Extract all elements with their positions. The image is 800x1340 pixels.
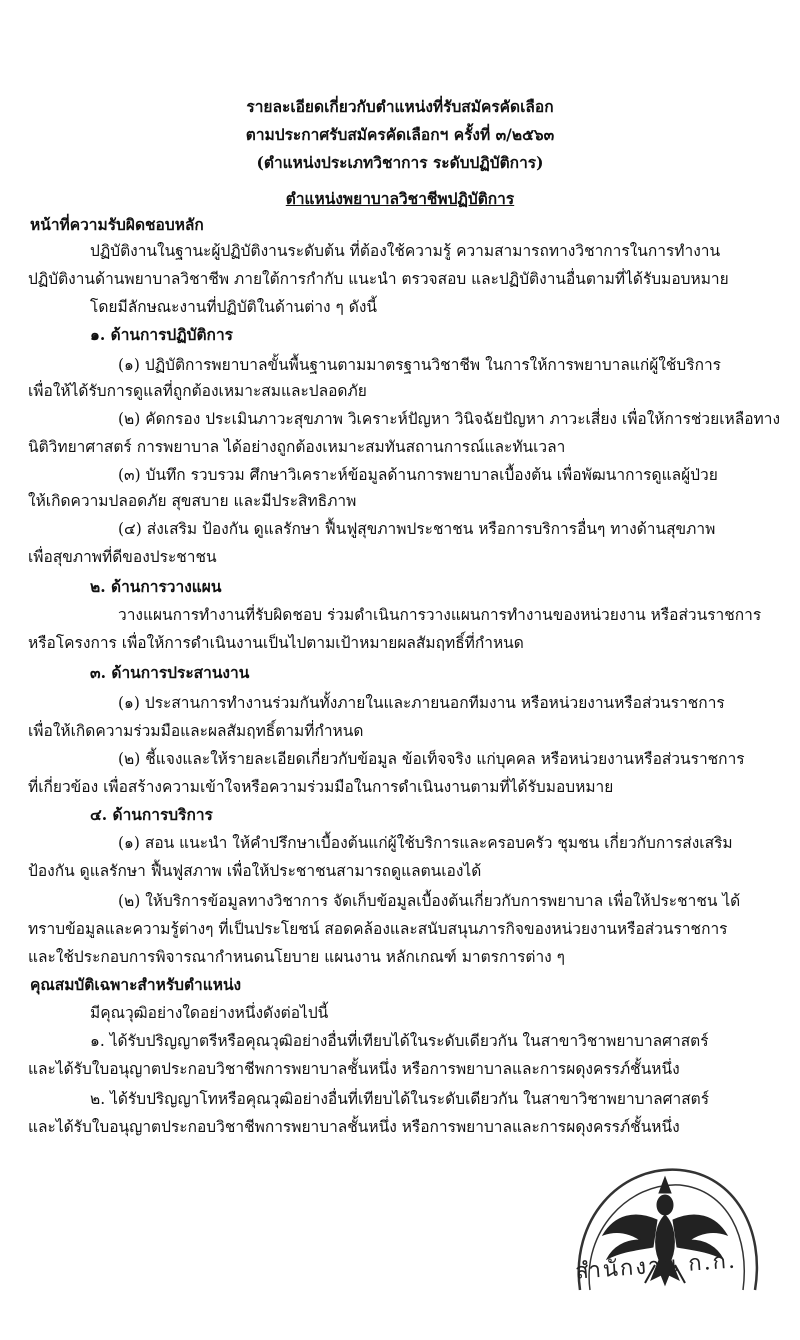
section-3-heading: ๓. ด้านการประสานงาน bbox=[90, 663, 250, 682]
section-4-line: ป้องกัน ดูแลรักษา ฟื้นฟูสภาพ เพื่อให้ประชาชนสามารถดูแลตนเองได้ bbox=[28, 862, 482, 880]
section-1-line: (๒) คัดกรอง ประเมินภาวะสุขภาพ วิเคราะห์ปัญหา วินิจฉัยปัญหา ภาวะเสี่ยง เพื่อให้การช่วยเหลือทาง bbox=[118, 410, 781, 428]
qualification-line: และได้รับใบอนุญาตประกอบวิชาชีพการพยาบาลชั้นหนึ่ง หรือการพยาบาลและการผดุงครรภ์ชั้นหนึ่ง bbox=[28, 1118, 680, 1136]
duties-intro-line: ปฏิบัติงานด้านพยาบาลวิชาชีพ ภายใต้การกำกับ แนะนำ ตรวจสอบ และปฏิบัติงานอื่นตามที่ได้รับมอบหมาย bbox=[28, 270, 729, 288]
title-line-1: รายละเอียดเกี่ยวกับตำแหน่งที่รับสมัครคัดเลือก bbox=[246, 97, 554, 116]
section-3-line: เพื่อให้เกิดความร่วมมือและผลสัมฤทธิ์ตามที่กำหนด bbox=[28, 722, 364, 740]
qualification-line: และได้รับใบอนุญาตประกอบวิชาชีพการพยาบาลชั้นหนึ่ง หรือการพยาบาลและการผดุงครรภ์ชั้นหนึ่ง bbox=[28, 1060, 680, 1078]
section-4-line: (๑) สอน แนะนำ ให้คำปรึกษาเบื้องต้นแก่ผู้ใช้บริการและครอบครัว ชุมชน เกี่ยวกับการส่งเสริม bbox=[118, 834, 733, 852]
duties-intro-line: ปฏิบัติงานในฐานะผู้ปฏิบัติงานระดับต้น ที่ต้องใช้ความรู้ ความสามารถทางวิชาการในการทำงาน bbox=[90, 242, 721, 260]
section-1-line: นิติวิทยาศาสตร์ การพยาบาล ได้อย่างถูกต้องเหมาะสมทันสถานการณ์และทันเวลา bbox=[28, 438, 566, 456]
section-1-line: (๑) ปฏิบัติการพยาบาลขั้นพื้นฐานตามมาตรฐานวิชาชีพ ในการให้การพยาบาลแก่ผู้ใช้บริการ bbox=[118, 356, 722, 374]
section-3-line: (๒) ชี้แจงและให้รายละเอียดเกี่ยวกับข้อมูล ข้อเท็จจริง แก่บุคคล หรือหน่วยงานหรือส่วนราชการ bbox=[118, 750, 745, 768]
section-4-line: และใช้ประกอบการพิจารณากำหนดนโยบาย แผนงาน หลักเกณฑ์ มาตรการต่าง ๆ bbox=[28, 948, 566, 966]
qualifications-intro: มีคุณวุฒิอย่างใดอย่างหนึ่งดังต่อไปนี้ bbox=[90, 1004, 329, 1022]
section-3-line: (๑) ประสานการทำงานร่วมกันทั้งภายในและภายนอกทีมงาน หรือหน่วยงานหรือส่วนราชการ bbox=[118, 694, 725, 712]
garuda-seal-icon bbox=[560, 1140, 770, 1340]
section-3-line: ที่เกี่ยวข้อง เพื่อสร้างความเข้าใจหรือความร่วมมือในการดำเนินงานตามที่ได้รับมอบหมาย bbox=[28, 778, 614, 796]
section-4-heading: ๔. ด้านการบริการ bbox=[90, 805, 213, 824]
duties-intro-line: โดยมีลักษณะงานที่ปฏิบัติในด้านต่าง ๆ ดังนี้ bbox=[90, 298, 378, 316]
section-2-line: หรือโครงการ เพื่อให้การดำเนินงานเป็นไปตามเป้าหมายผลสัมฤทธิ์ที่กำหนด bbox=[28, 634, 524, 652]
section-4-line: ทราบข้อมูลและความรู้ต่างๆ ที่เป็นประโยชน์ สอดคล้องและสนับสนุนภารกิจของหน่วยงานหรือส่วนราชการ bbox=[28, 920, 728, 938]
section-1-line: (๔) ส่งเสริม ป้องกัน ดูแลรักษา ฟื้นฟูสุขภาพประชาชน หรือการบริการอื่นๆ ทางด้านสุขภาพ bbox=[118, 520, 716, 538]
section-1-line: เพื่อสุขภาพที่ดีของประชาชน bbox=[28, 548, 217, 566]
seal-text: สำนักงาน ก.ก. bbox=[574, 1248, 738, 1285]
section-1-heading: ๑. ด้านการปฏิบัติการ bbox=[90, 325, 233, 344]
section-2-heading: ๒. ด้านการวางแผน bbox=[90, 577, 222, 596]
section-2-line: วางแผนการทำงานที่รับผิดชอบ ร่วมดำเนินการวางแผนการทำงานของหน่วยงาน หรือส่วนราชการ bbox=[118, 606, 762, 624]
title-line-2: ตามประกาศรับสมัครคัดเลือกฯ ครั้งที่ ๓/๒๕๖๓ bbox=[245, 125, 555, 144]
title-line-3: (ตำแหน่งประเภทวิชาการ ระดับปฏิบัติการ) bbox=[256, 153, 544, 172]
qualification-line: ๒. ได้รับปริญญาโทหรือคุณวุฒิอย่างอื่นที่เทียบได้ในระดับเดียวกัน ในสาขาวิชาพยาบาลศาสตร์ bbox=[90, 1090, 710, 1108]
section-4-line: (๒) ให้บริการข้อมูลทางวิชาการ จัดเก็บข้อมูลเบื้องต้นเกี่ยวกับการพยาบาล เพื่อให้ประชาชน ได้ bbox=[118, 892, 741, 910]
section-1-line: ให้เกิดความปลอดภัย สุขสบาย และมีประสิทธิภาพ bbox=[28, 492, 357, 510]
section-1-line: (๓) บันทึก รวบรวม ศึกษาวิเคราะห์ข้อมูลด้านการพยาบาลเบื้องต้น เพื่อพัฒนาการดูแลผู้ป่วย bbox=[118, 466, 718, 484]
position-name: ตำแหน่งพยาบาลวิชาชีพปฏิบัติการ bbox=[285, 189, 515, 208]
qualification-line: ๑. ได้รับปริญญาตรีหรือคุณวุฒิอย่างอื่นที่เทียบได้ในระดับเดียวกัน ในสาขาวิชาพยาบาลศาสตร์ bbox=[90, 1032, 709, 1050]
section-1-line: เพื่อให้ได้รับการดูแลที่ถูกต้องเหมาะสมและปลอดภัย bbox=[28, 382, 367, 400]
qualifications-heading: คุณสมบัติเฉพาะสำหรับตำแหน่ง bbox=[30, 975, 242, 994]
duties-heading: หน้าที่ความรับผิดชอบหลัก bbox=[30, 215, 204, 234]
